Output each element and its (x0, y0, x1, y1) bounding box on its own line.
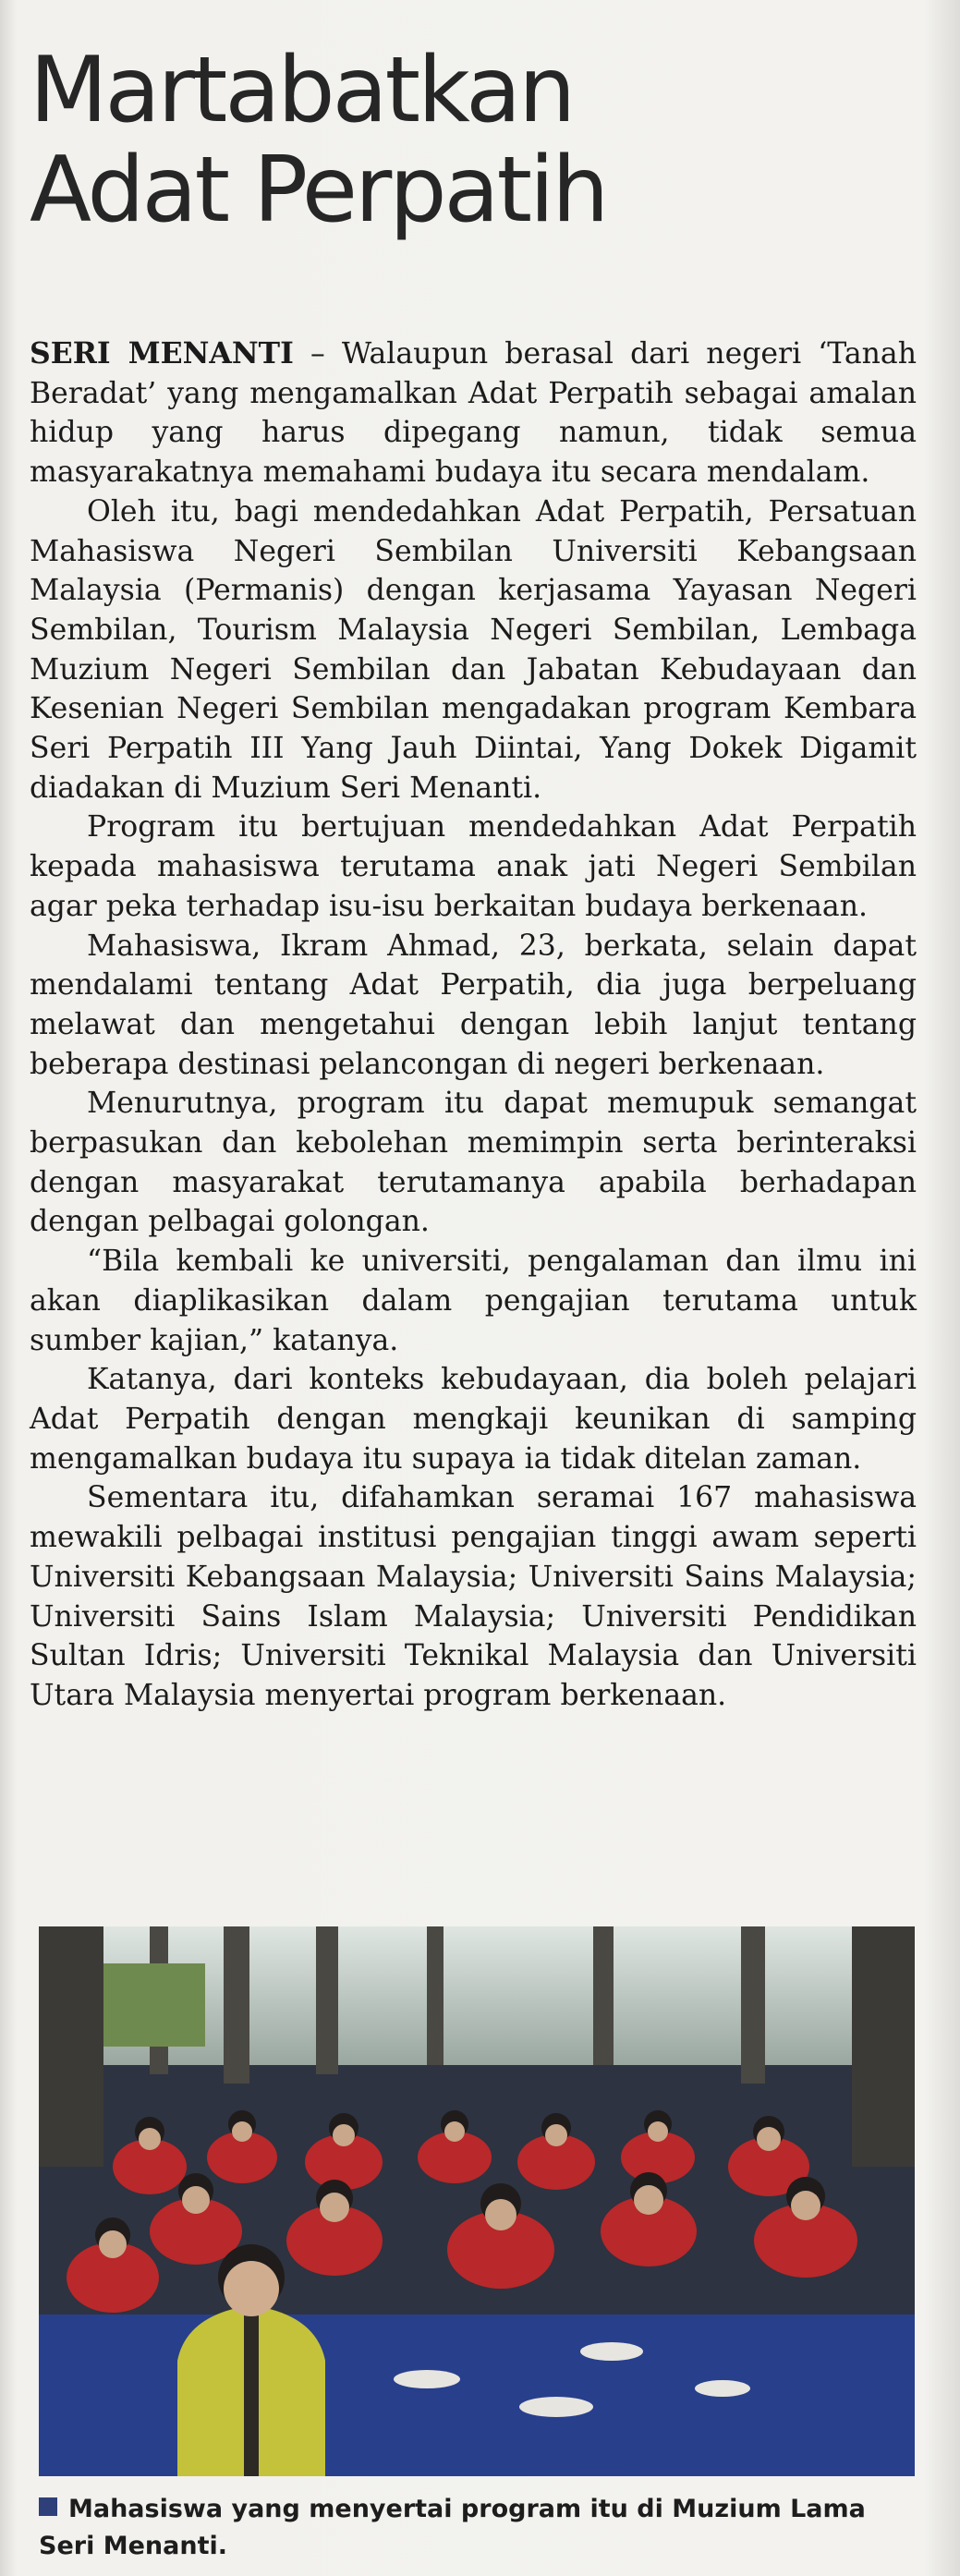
article-paragraph (30, 334, 917, 492)
photo-students-seated-icon (39, 1926, 915, 2476)
article-paragraph: Oleh itu, bagi mendedahkan Adat Perpatih, Persatuan Mahasiswa Negeri Sembilan Universiti Kebangsaan Malaysia (Permanis) dengan kerjasama Yayasan Negeri Sembilan, Tourism Malaysia Negeri Sembilan, Lembaga Muzium Negeri Sembilan dan Jabatan Kebudayaan dan Kesenian Negeri Sembilan mengadakan program Kembara Seri Perpatih III Yang Jauh Diintai, Yang Dokek Digamit diadakan di Muzium Seri Menanti. (30, 494, 917, 805)
article-paragraph: “Bila kembali ke universiti, pengalaman dan ilmu ini akan diaplikasikan dalam pengajian terutama untuk sumber kajian,” katanya. (30, 1245, 917, 1357)
caption-text: Mahasiswa yang menyertai program itu di Muzium Lama Seri Menanti. (39, 2495, 866, 2560)
article-body (30, 334, 917, 1716)
article-paragraph: Program itu bertujuan mendedahkan Adat Perpatih kepada mahasiswa terutama anak jati Negeri Sembilan agar peka terhadap isu-isu berkaitan budaya berkenaan. (30, 810, 917, 923)
headline: Martabatkan Adat Perpatih (30, 38, 607, 243)
dateline: SERI MENANTI (30, 336, 294, 371)
photo-caption (39, 2491, 915, 2565)
article-paragraph: Mahasiswa, Ikram Ahmad, 23, berkata, selain dapat mendalami tentang Adat Perpatih, dia juga berpeluang melawat dan mengetahui dengan lebih lanjut tentang beberapa destinasi pelancongan di negeri berkenaan. (30, 929, 917, 1081)
article-paragraph: Sementara itu, difahamkan seramai 167 mahasiswa mewakili pelbagai institusi pengajian tinggi awam seperti Universiti Kebangsaan Malaysia; Universiti Sains Malaysia; Universiti Sains Islam Malaysia; Universiti Pendidikan Sultan Idris; Universiti Teknikal Malaysia dan Universiti Utara Malaysia menyertai program berkenaan. (30, 1481, 917, 1712)
article-paragraph: Katanya, dari konteks kebudayaan, dia boleh pelajari Adat Perpatih dengan mengkaji keunikan di samping mengamalkan budaya itu supaya ia tidak ditelan zaman. (30, 1363, 917, 1476)
article-paragraph: Menurutnya, program itu dapat memupuk semangat berpasukan dan kebolehan memimpin serta berinteraksi dengan masyarakat terutamanya apabila berhadapan dengan pelbagai golongan. (30, 1087, 917, 1239)
news-photo (39, 1926, 915, 2476)
caption-square-icon (39, 2497, 57, 2516)
lead-text: – Walaupun berasal dari negeri ‘Tanah Beradat’ yang mengamalkan Adat Perpatih sebagai amalan hidup yang harus dipegang namun, tidak semua masyarakatnya memahami budaya itu secara mendalam. (30, 337, 917, 490)
